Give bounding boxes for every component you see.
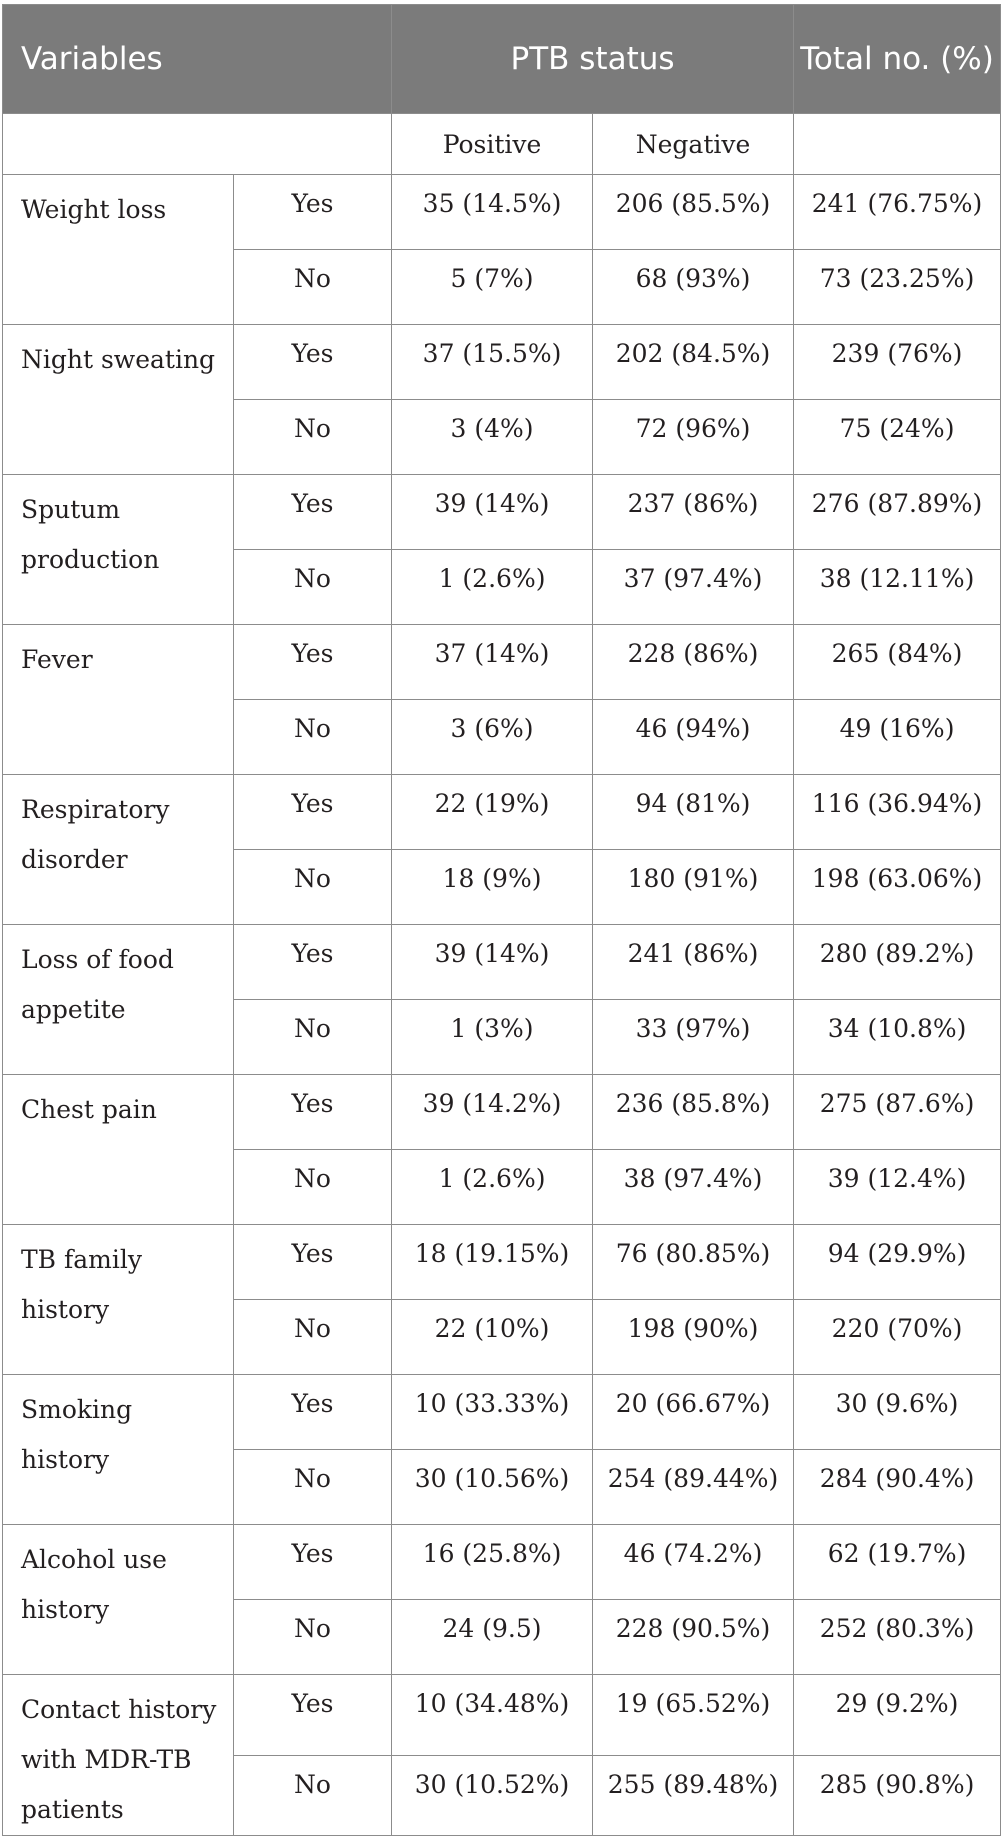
total-cell: 49 (16%) bbox=[794, 700, 1001, 775]
negative-cell: 255 (89.48%) bbox=[593, 1755, 794, 1836]
total-cell: 276 (87.89%) bbox=[794, 475, 1001, 550]
variable-cell: TB family history bbox=[3, 1225, 234, 1375]
total-cell: 252 (80.3%) bbox=[794, 1600, 1001, 1675]
answer-cell: Yes bbox=[234, 925, 392, 1000]
table-row bbox=[3, 625, 1001, 700]
total-cell: 34 (10.8%) bbox=[794, 1000, 1001, 1075]
total-cell: 29 (9.2%) bbox=[794, 1675, 1001, 1756]
ptb-symptoms-table bbox=[2, 4, 1001, 1836]
answer-cell: No bbox=[234, 250, 392, 325]
variable-cell: Respiratory disorder bbox=[3, 775, 234, 925]
positive-cell: 30 (10.52%) bbox=[392, 1755, 593, 1836]
negative-cell: 94 (81%) bbox=[593, 775, 794, 850]
table-row bbox=[3, 1375, 1001, 1450]
negative-cell: 237 (86%) bbox=[593, 475, 794, 550]
positive-cell: 18 (9%) bbox=[392, 850, 593, 925]
answer-cell: Yes bbox=[234, 1525, 392, 1600]
total-cell: 75 (24%) bbox=[794, 400, 1001, 475]
negative-cell: 228 (90.5%) bbox=[593, 1600, 794, 1675]
total-cell: 275 (87.6%) bbox=[794, 1075, 1001, 1150]
total-cell: 284 (90.4%) bbox=[794, 1450, 1001, 1525]
positive-cell: 16 (25.8%) bbox=[392, 1525, 593, 1600]
total-cell: 198 (63.06%) bbox=[794, 850, 1001, 925]
table-header bbox=[3, 5, 1001, 114]
positive-cell: 39 (14%) bbox=[392, 475, 593, 550]
positive-cell: 35 (14.5%) bbox=[392, 175, 593, 250]
negative-cell: 228 (86%) bbox=[593, 625, 794, 700]
positive-cell: 3 (6%) bbox=[392, 700, 593, 775]
positive-cell: 24 (9.5) bbox=[392, 1600, 593, 1675]
positive-cell: 5 (7%) bbox=[392, 250, 593, 325]
total-cell: 239 (76%) bbox=[794, 325, 1001, 400]
positive-cell: 39 (14%) bbox=[392, 925, 593, 1000]
negative-cell: 20 (66.67%) bbox=[593, 1375, 794, 1450]
answer-cell: Yes bbox=[234, 475, 392, 550]
subheader-negative: Negative bbox=[593, 114, 794, 175]
subheader-total-blank bbox=[794, 114, 1001, 175]
total-cell: 285 (90.8%) bbox=[794, 1755, 1001, 1836]
table-row bbox=[3, 775, 1001, 850]
positive-cell: 1 (3%) bbox=[392, 1000, 593, 1075]
positive-cell: 1 (2.6%) bbox=[392, 1150, 593, 1225]
positive-cell: 22 (19%) bbox=[392, 775, 593, 850]
answer-cell: No bbox=[234, 700, 392, 775]
negative-cell: 33 (97%) bbox=[593, 1000, 794, 1075]
positive-cell: 1 (2.6%) bbox=[392, 550, 593, 625]
answer-cell: No bbox=[234, 1000, 392, 1075]
answer-cell: Yes bbox=[234, 1375, 392, 1450]
negative-cell: 19 (65.52%) bbox=[593, 1675, 794, 1756]
answer-cell: Yes bbox=[234, 1675, 392, 1756]
negative-cell: 46 (94%) bbox=[593, 700, 794, 775]
total-cell: 241 (76.75%) bbox=[794, 175, 1001, 250]
answer-cell: Yes bbox=[234, 325, 392, 400]
subheader-blank bbox=[3, 114, 392, 175]
negative-cell: 254 (89.44%) bbox=[593, 1450, 794, 1525]
table-row bbox=[3, 1525, 1001, 1600]
negative-cell: 206 (85.5%) bbox=[593, 175, 794, 250]
answer-cell: No bbox=[234, 850, 392, 925]
answer-cell: No bbox=[234, 1300, 392, 1375]
subheader-positive: Positive bbox=[392, 114, 593, 175]
answer-cell: No bbox=[234, 1150, 392, 1225]
table-row bbox=[3, 1675, 1001, 1756]
total-cell: 30 (9.6%) bbox=[794, 1375, 1001, 1450]
negative-cell: 76 (80.85%) bbox=[593, 1225, 794, 1300]
negative-cell: 236 (85.8%) bbox=[593, 1075, 794, 1150]
total-cell: 116 (36.94%) bbox=[794, 775, 1001, 850]
positive-cell: 30 (10.56%) bbox=[392, 1450, 593, 1525]
table-row bbox=[3, 1225, 1001, 1300]
answer-cell: No bbox=[234, 400, 392, 475]
total-cell: 39 (12.4%) bbox=[794, 1150, 1001, 1225]
total-cell: 73 (23.25%) bbox=[794, 250, 1001, 325]
answer-cell: No bbox=[234, 550, 392, 625]
negative-cell: 46 (74.2%) bbox=[593, 1525, 794, 1600]
total-cell: 94 (29.9%) bbox=[794, 1225, 1001, 1300]
negative-cell: 68 (93%) bbox=[593, 250, 794, 325]
answer-cell: Yes bbox=[234, 175, 392, 250]
variable-cell: Fever bbox=[3, 625, 234, 775]
subheader-row bbox=[3, 114, 1001, 175]
variable-cell: Night sweating bbox=[3, 325, 234, 475]
table-body bbox=[3, 114, 1001, 1836]
positive-cell: 37 (15.5%) bbox=[392, 325, 593, 400]
total-cell: 62 (19.7%) bbox=[794, 1525, 1001, 1600]
answer-cell: No bbox=[234, 1600, 392, 1675]
header-total: Total no. (%) bbox=[794, 5, 1001, 114]
total-cell: 280 (89.2%) bbox=[794, 925, 1001, 1000]
table-row bbox=[3, 325, 1001, 400]
variable-cell: Contact history with MDR-TB patients bbox=[3, 1675, 234, 1836]
variable-cell: Smoking history bbox=[3, 1375, 234, 1525]
table-row bbox=[3, 475, 1001, 550]
variable-cell: Chest pain bbox=[3, 1075, 234, 1225]
table-row bbox=[3, 1075, 1001, 1150]
positive-cell: 10 (34.48%) bbox=[392, 1675, 593, 1756]
variable-cell: Alcohol use history bbox=[3, 1525, 234, 1675]
positive-cell: 10 (33.33%) bbox=[392, 1375, 593, 1450]
variable-cell: Loss of food appetite bbox=[3, 925, 234, 1075]
negative-cell: 38 (97.4%) bbox=[593, 1150, 794, 1225]
answer-cell: No bbox=[234, 1755, 392, 1836]
negative-cell: 72 (96%) bbox=[593, 400, 794, 475]
answer-cell: Yes bbox=[234, 1225, 392, 1300]
answer-cell: Yes bbox=[234, 625, 392, 700]
negative-cell: 198 (90%) bbox=[593, 1300, 794, 1375]
variable-cell: Weight loss bbox=[3, 175, 234, 325]
total-cell: 38 (12.11%) bbox=[794, 550, 1001, 625]
answer-cell: Yes bbox=[234, 775, 392, 850]
negative-cell: 37 (97.4%) bbox=[593, 550, 794, 625]
header-ptb-status: PTB status bbox=[392, 5, 794, 114]
answer-cell: No bbox=[234, 1450, 392, 1525]
negative-cell: 202 (84.5%) bbox=[593, 325, 794, 400]
table-row bbox=[3, 925, 1001, 1000]
answer-cell: Yes bbox=[234, 1075, 392, 1150]
positive-cell: 22 (10%) bbox=[392, 1300, 593, 1375]
negative-cell: 180 (91%) bbox=[593, 850, 794, 925]
variable-cell: Sputum production bbox=[3, 475, 234, 625]
positive-cell: 39 (14.2%) bbox=[392, 1075, 593, 1150]
header-variables: Variables bbox=[3, 5, 392, 114]
positive-cell: 37 (14%) bbox=[392, 625, 593, 700]
negative-cell: 241 (86%) bbox=[593, 925, 794, 1000]
positive-cell: 3 (4%) bbox=[392, 400, 593, 475]
table-row bbox=[3, 175, 1001, 250]
total-cell: 265 (84%) bbox=[794, 625, 1001, 700]
positive-cell: 18 (19.15%) bbox=[392, 1225, 593, 1300]
total-cell: 220 (70%) bbox=[794, 1300, 1001, 1375]
